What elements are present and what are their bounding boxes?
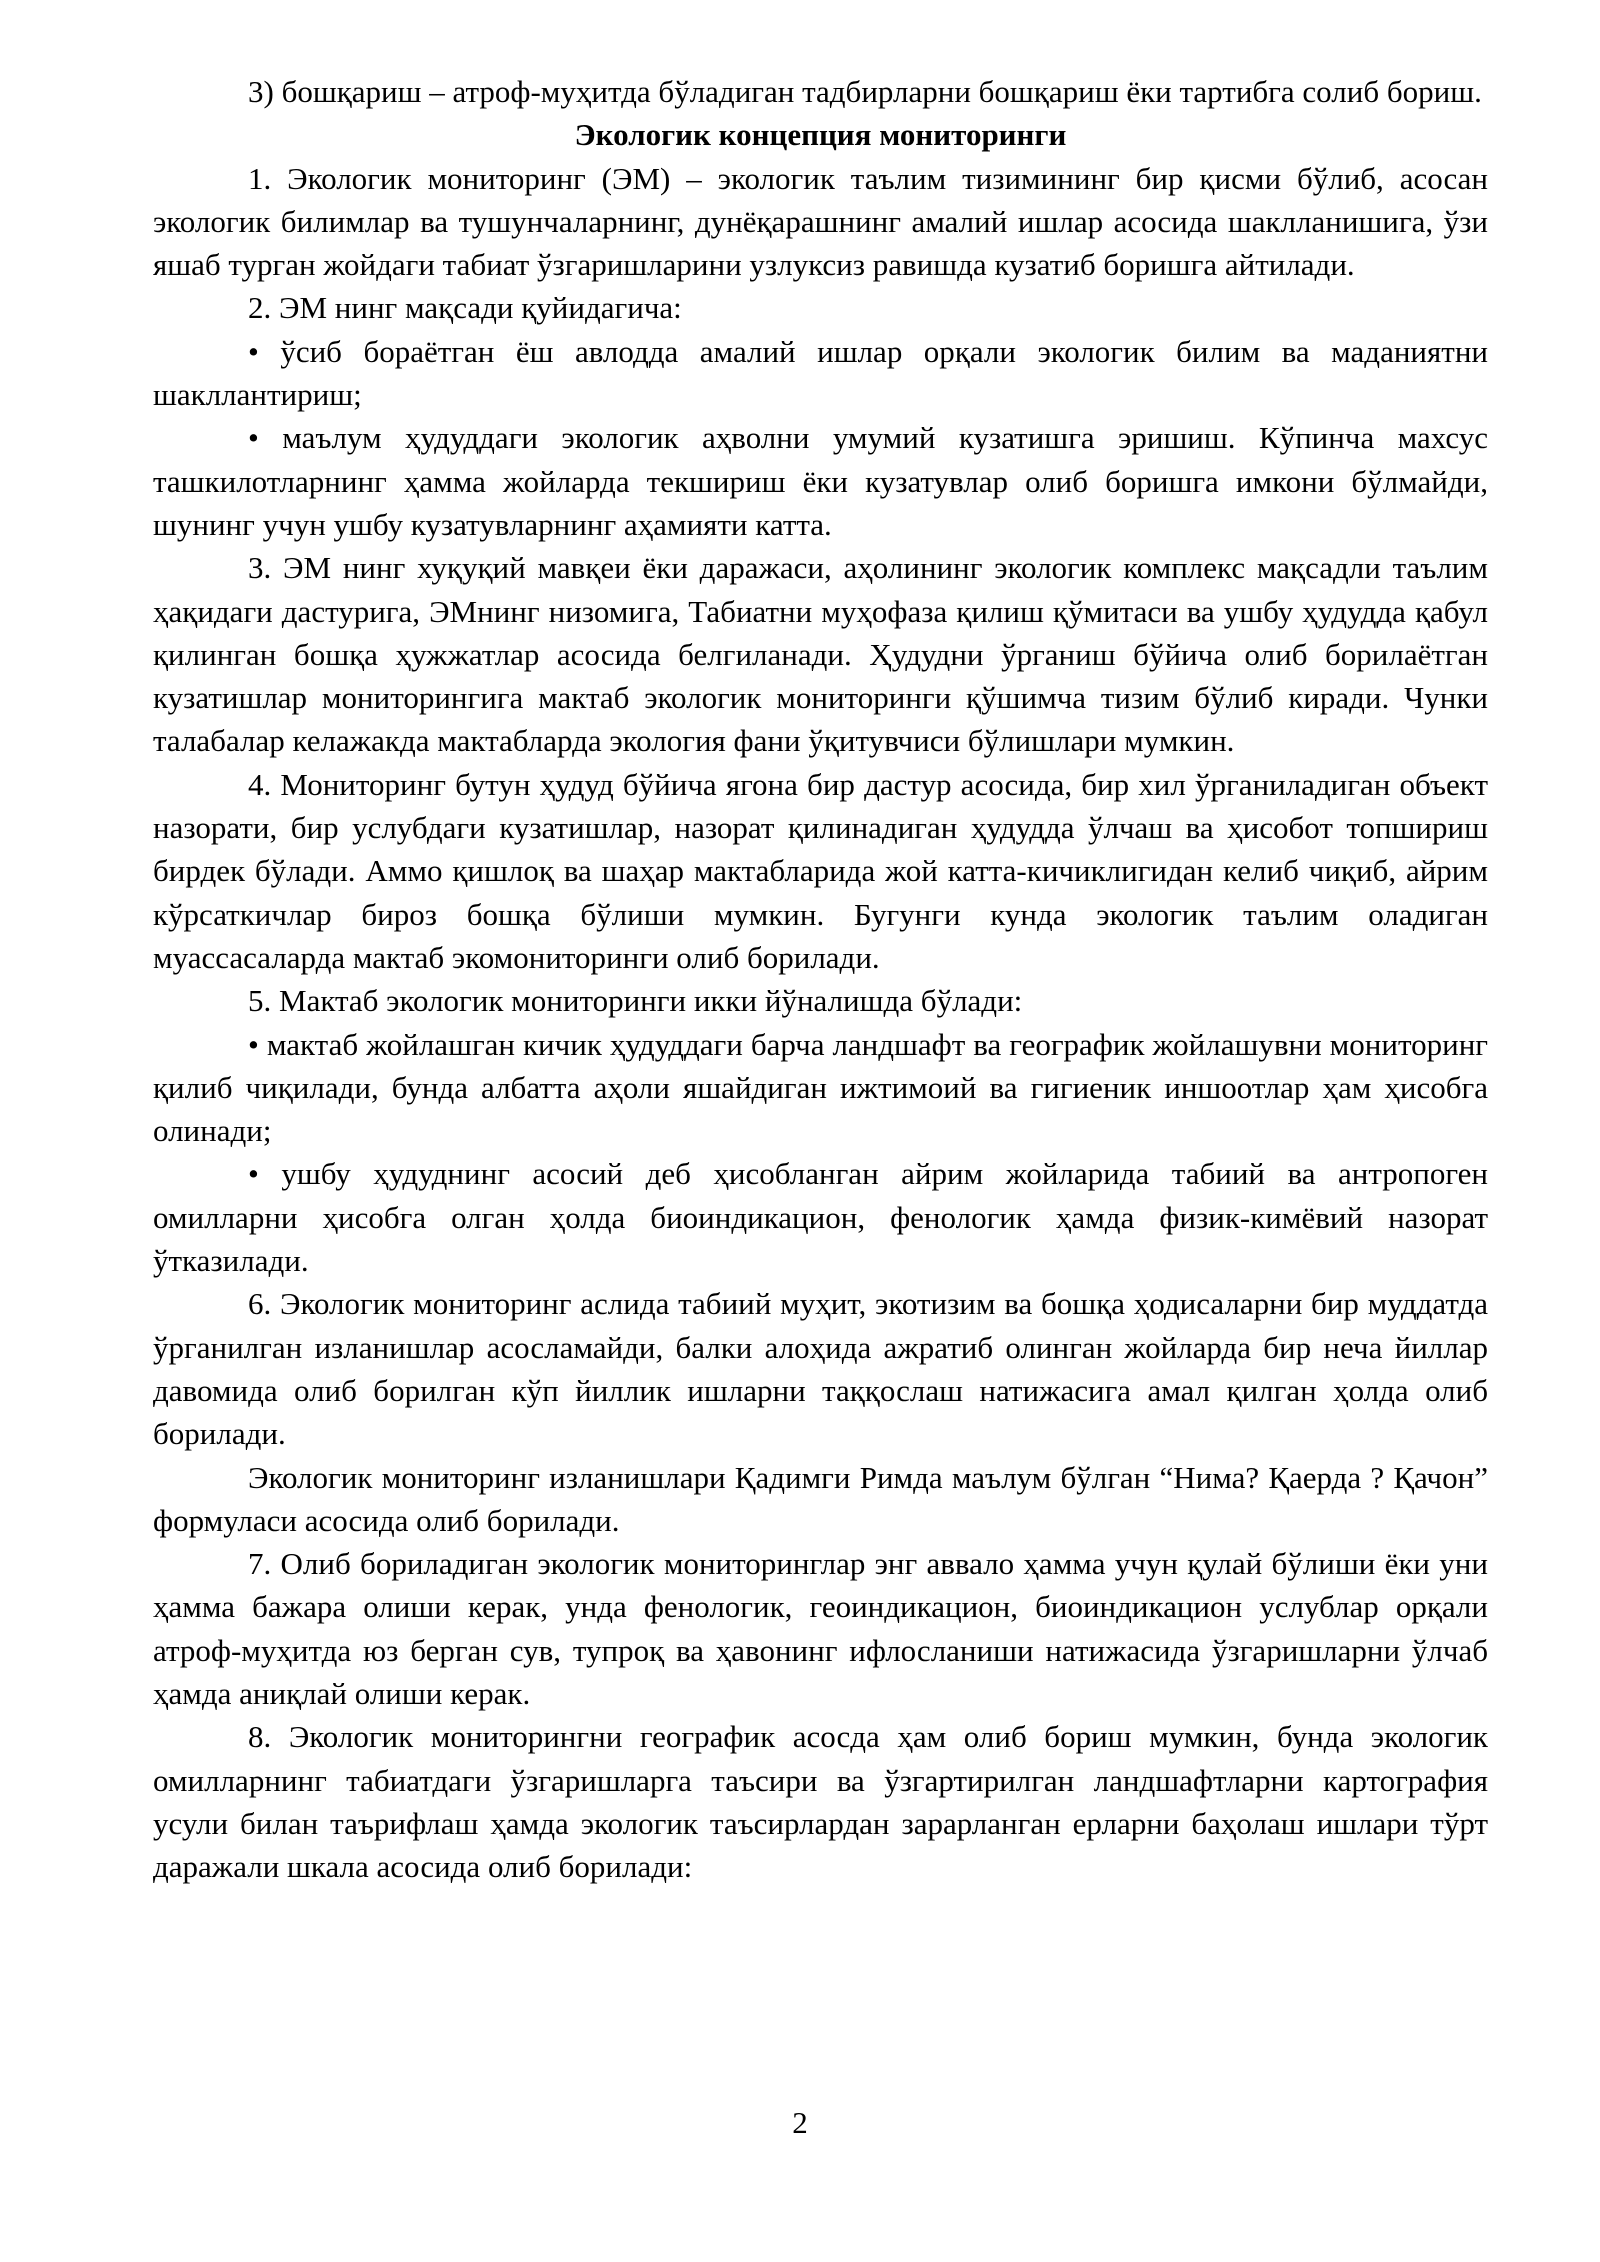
paragraph-1-definition: 1. Экологик мониторинг (ЭМ) – экологик таълим тизимининг бир қисми бўлиб, асосан экологик билимлар ва тушунчаларнинг, дунёқарашнинг амалий ишлар асосида шаклланишига, ўзи яшаб турган жойдаги табиат ўзгаришларини узлуксиз равишда кузатиб боришга айтилади. — [153, 160, 1488, 283]
page-number: 2 — [792, 2105, 808, 2140]
paragraph-2-goal: 2. ЭМ нинг мақсади қуйидагича: — [248, 290, 682, 326]
section-heading: Экологик концепция мониторинги — [574, 117, 1067, 153]
paragraph-item-3-management: 3) бошқариш – атроф-муҳитда бўладиган тадбирларни бошқариш ёки тартибга солиб бориш. — [248, 74, 1482, 109]
paragraph-rome-formula: Экологик мониторинг изланишлари Қадимги Римда маълум бўлган “Нима? Қаерда ? Қачон” формуласи асосида олиб борилади. — [153, 1459, 1488, 1538]
paragraph-6-research: 6. Экологик мониторинг аслида табиий муҳит, экотизим ва бошқа ҳодисаларни бир муддатда ўрганилган изланишлар асосламайди, балки алоҳида ажратиб олинган жойларда бир неча йиллар давомида олиб борилган кўп йиллик ишларни таққослаш натижасига амал қилган ҳолда олиб борилади. — [153, 1286, 1488, 1452]
paragraph-7-methods: 7. Олиб бориладиган экологик мониторинглар энг аввало ҳамма учун қулай бўлиши ёки уни ҳамма бажара олиши керак, унда фенологик, геоиндикацион, биоиндикацион услублар орқали атроф-муҳитда юз берган сув, тупроқ ва ҳавонинг ифлосланиши натижасида ўзгаришларни ўлчаб ҳамда аниқлай олиши керак. — [153, 1546, 1488, 1711]
paragraph-4-monitoring: 4. Мониторинг бутун ҳудуд бўйича ягона бир дастур асосида, бир хил ўрганиладиган объект назорати, бир услубдаги кузатишлар, назорат қилинадиган ҳудудда ўлчаш ва ҳисобот топшириш бирдек бўлади. Аммо қишлоқ ва шаҳар мактабларида жой катта-кичиклигидан келиб чиқиб, айрим кўрсаткичлар бироз бошқа бўлиши мумкин. Бугунги кунда экологик таълим оладиган муассасаларда мактаб экомониторинги олиб борилади. — [153, 766, 1488, 975]
paragraph-3-legal-status: 3. ЭМ нинг хуқуқий мавқеи ёки даражаси, аҳолининг экологик комплекс мақсадли таълим ҳақидаги дастурига, ЭМнинг низомига, Табиатни муҳофаза қилиш қўмитаси ва ушбу ҳудудда қабул қилинган бошқа ҳужжатлар асосида белгиланади. Ҳудудни ўрганиш бўйича олиб борилаётган кузатишлар мониторингига мактаб экологик мониторинги қўшимча тизим бўлиб киради. Чунки талабалар келажакда мактабларда экология фани ўқитувчиси бўлишлари мумкин. — [153, 550, 1488, 759]
paragraph-5-directions: 5. Мактаб экологик мониторинги икки йўналишда бўлади: — [248, 983, 1023, 1019]
paragraph-8-geographic: 8. Экологик мониторингни географик асосда ҳам олиб бориш мумкин, бунда экологик омилларнинг табиатдаги ўзгаришларга таъсири ва ўзгартирилган ландшафтларни картография усули билан таърифлаш ҳамда экологик таъсирлардан зарарланган ерларни баҳолаш ишлари тўрт даражали шкала асосида олиб борилади: — [153, 1719, 1488, 1885]
document-body — [153, 70, 1488, 1888]
bullet-direction-2: • ушбу ҳудуднинг асосий деб ҳисобланган айрим жойларида табиий ва антропоген омилларни ҳисобга олган ҳолда биоиндикацион, фенологик ҳамда физик-кимёвий назорат ўтказилади. — [153, 1156, 1488, 1279]
bullet-direction-1: • мактаб жойлашган кичик ҳудуддаги барча ландшафт ва географик жойлашувни мониторинг қилиб чиқилади, бунда албатта аҳоли яшайдиган ижтимоий ва гигиеник иншоотлар ҳам ҳисобга олинади; — [153, 1026, 1488, 1149]
bullet-goal-1: • ўсиб бораётган ёш авлодда амалий ишлар орқали экологик билим ва маданиятни шакллантириш; — [153, 333, 1488, 413]
bullet-goal-2: • маълум ҳудуддаги экологик аҳволни умумий кузатишга эришиш. Кўпинча махсус ташкилотларнинг ҳамма жойларда текшириш ёки кузатувлар олиб боришга имкони бўлмайди, шунинг учун ушбу кузатувларнинг аҳамияти катта. — [153, 420, 1488, 542]
